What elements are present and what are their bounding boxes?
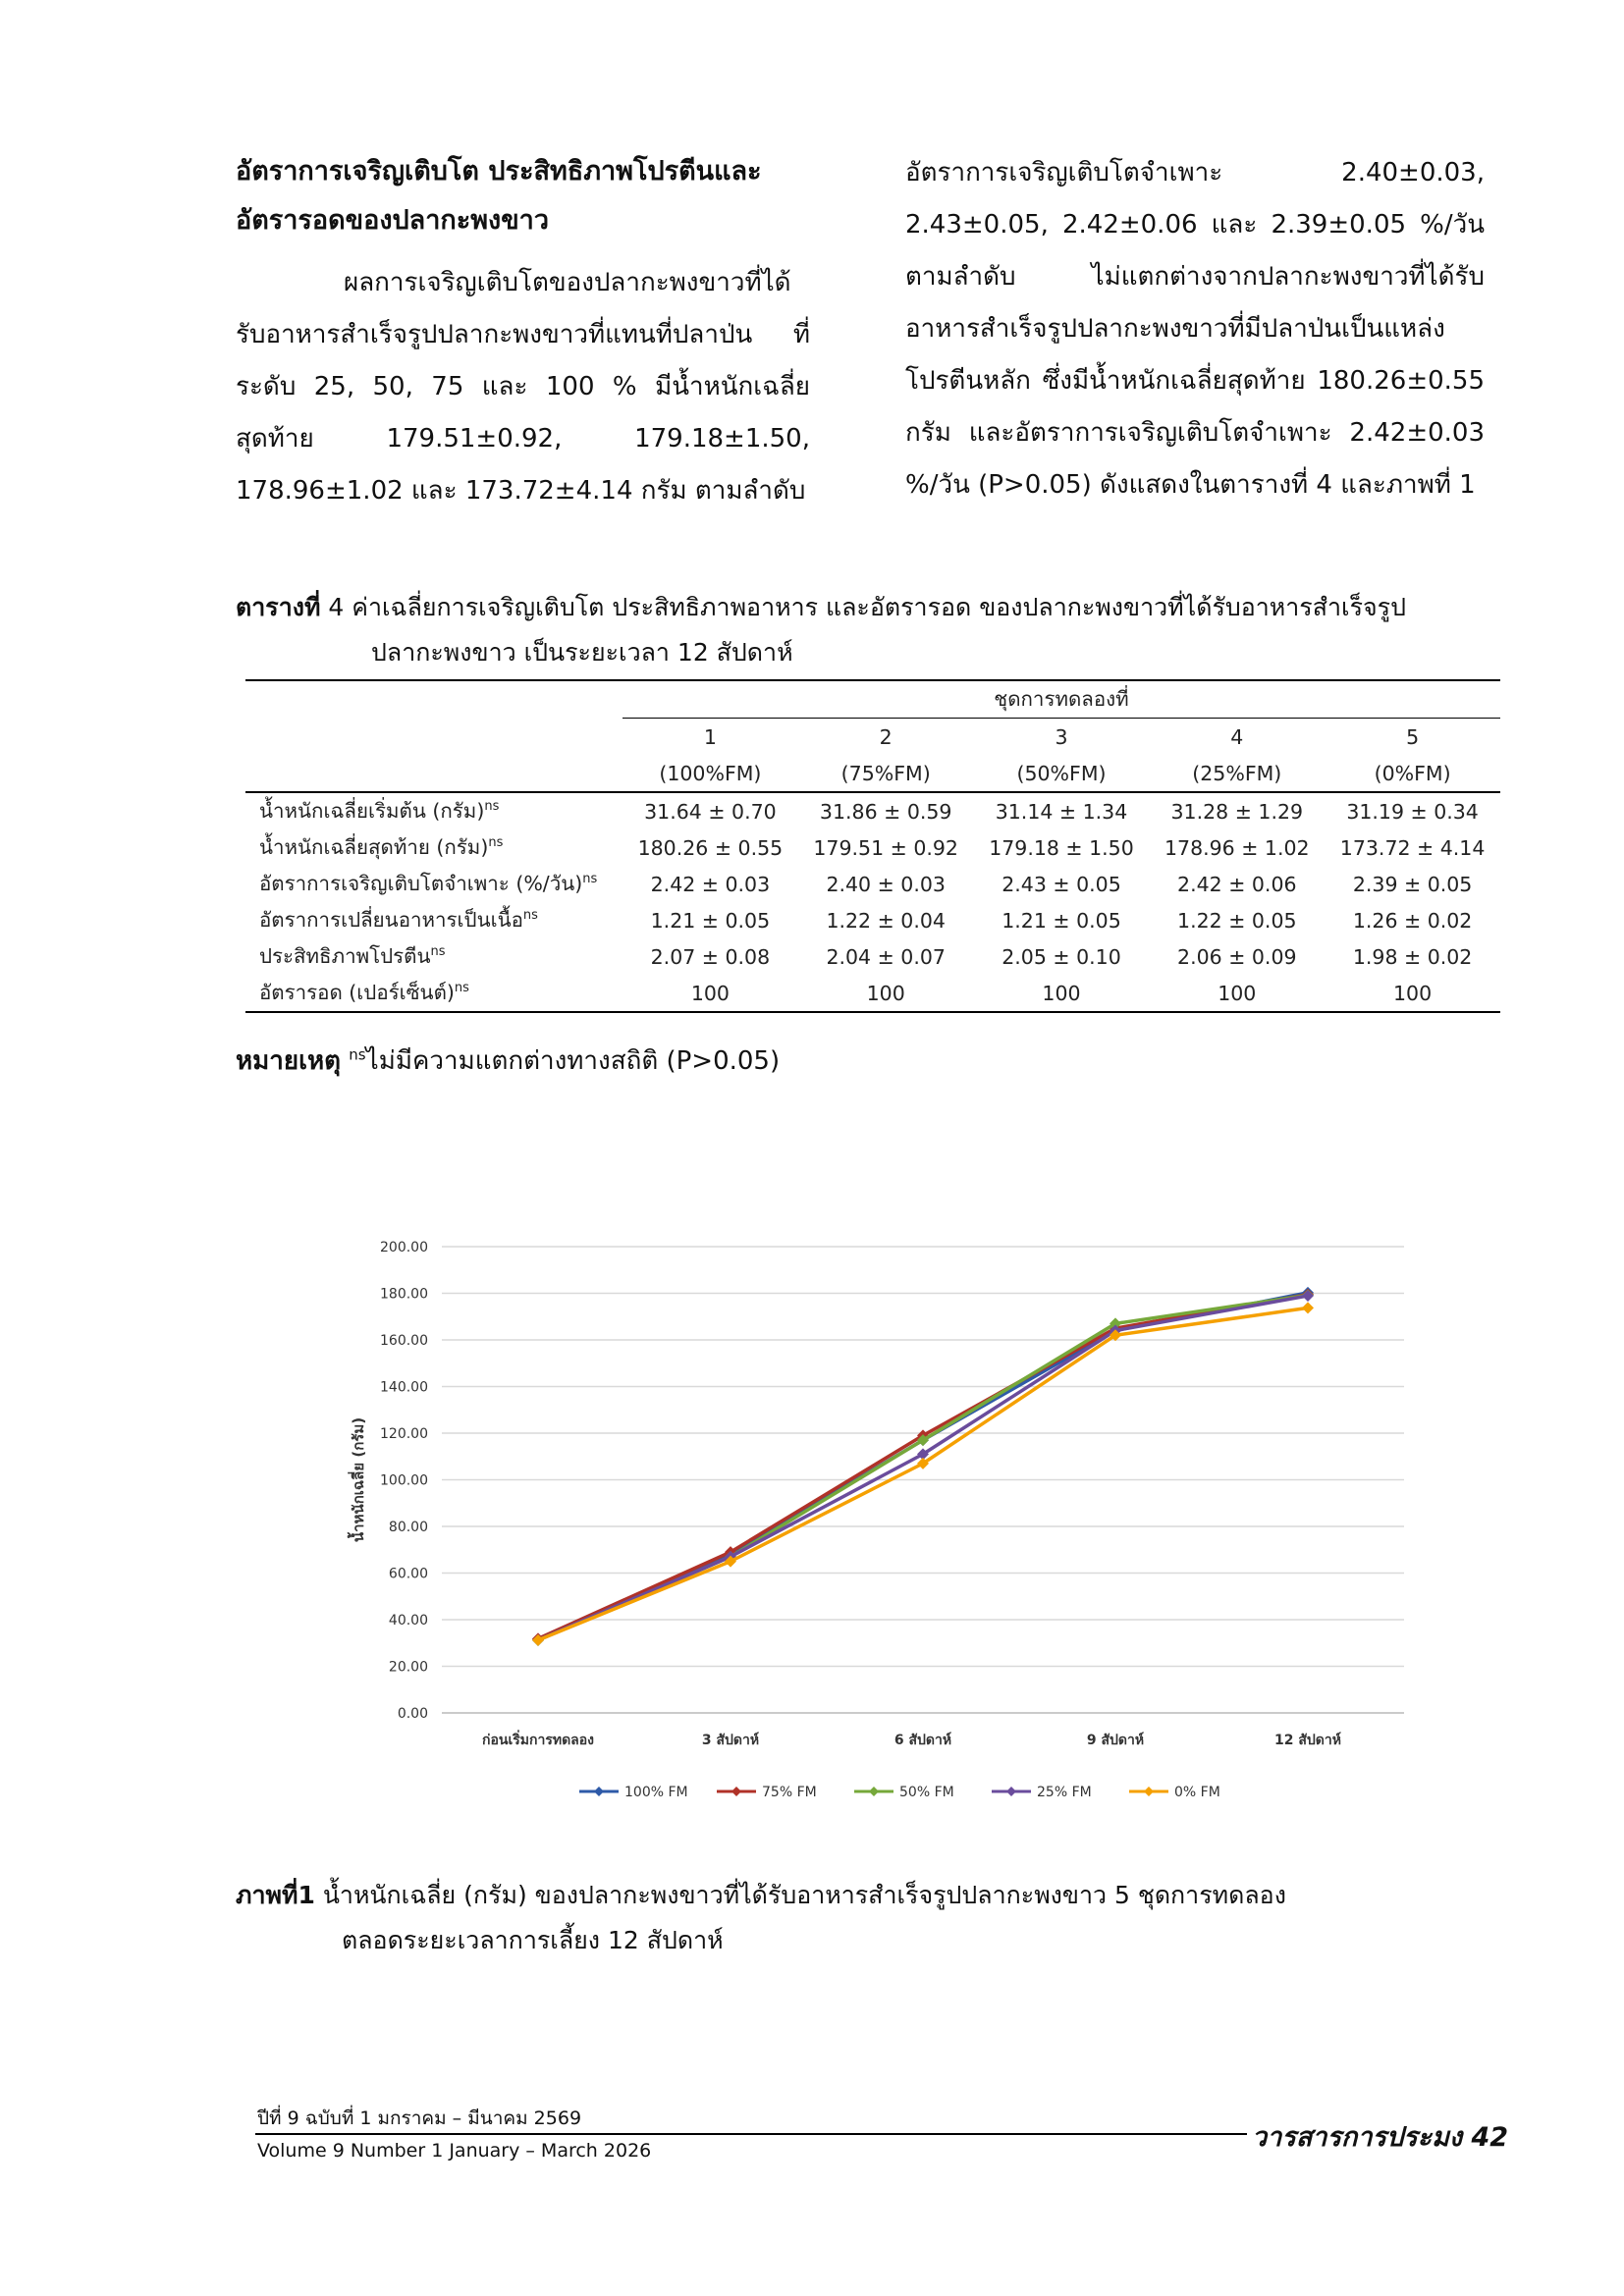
x-tick-label: 12 สัปดาห์: [1274, 1733, 1341, 1748]
table-cell: 1.21 ± 0.05: [1001, 908, 1121, 933]
y-tick-label: 100.00: [380, 1472, 428, 1489]
legend-marker: [594, 1787, 604, 1796]
data-point: [1302, 1302, 1314, 1313]
table-column-sub: (0%FM): [1325, 755, 1500, 792]
row-label: อัตราการเปลี่ยนอาหารเป็นเนื้อ$^{ns}$: [259, 908, 538, 932]
left-paragraph: ผลการเจริญเติบโตของปลากะพงขาวที่ได้รับอาหารสำเร็จรูปปลากะพงขาวที่แทนที่ปลาป่น ที่ระดับ 25, 50, 75 และ 100 % มีน้ำหนักเฉลี่ยสุดท้าย 179.51±0.92, 179.18±1.50, 178.96±1.02 และ 173.72±4.14 กรัม ตามลำดับ: [236, 268, 810, 506]
y-tick-label: 60.00: [388, 1566, 428, 1582]
table-cell: 2.04 ± 0.07: [826, 944, 946, 969]
y-tick-label: 120.00: [380, 1426, 428, 1442]
table-cell: 173.72 ± 4.14: [1339, 835, 1486, 860]
table-column-number: 3: [974, 719, 1150, 756]
table-cell: 100: [1149, 975, 1325, 1012]
note-label: หมายเหตุ: [236, 1046, 342, 1076]
table-group-header-row: [245, 680, 1500, 719]
y-tick-label: 20.00: [388, 1659, 428, 1676]
table-caption-text: 4 ค่าเฉลี่ยการเจริญเติบโต ประสิทธิภาพอาหาร และอัตรารอด ของปลากะพงขาวที่ได้รับอาหารสำเร็จรูป: [328, 593, 1406, 621]
table-cell: 2.42 ± 0.06: [1177, 872, 1297, 896]
table-cell: 2.42 ± 0.03: [650, 872, 771, 896]
footer-thai-issue: ปีที่ 9 ฉบับที่ 1 มกราคม – มีนาคม 2569: [257, 2108, 582, 2129]
y-tick-label: 200.00: [380, 1240, 428, 1255]
y-tick-label: 140.00: [380, 1379, 428, 1396]
legend-label: 25% FM: [1037, 1785, 1092, 1800]
table-column-number-row: [245, 719, 1500, 756]
x-tick-label: 9 สัปดาห์: [1086, 1733, 1145, 1748]
figure-caption: [236, 1873, 1488, 1963]
table-column-number: 4: [1149, 719, 1325, 756]
table-cell: 178.96 ± 1.02: [1164, 835, 1310, 860]
table-column-number: 5: [1325, 719, 1500, 756]
table-row: [245, 975, 1500, 1012]
table-column-sub: (25%FM): [1149, 755, 1325, 792]
table-cell: 31.86 ± 0.59: [819, 799, 952, 824]
row-label: อัตรารอด (เปอร์เซ็นต์)$^{ns}$: [245, 975, 623, 1012]
weight-line-chart: [334, 1217, 1434, 1826]
table-row: [245, 866, 1500, 902]
table-row: [245, 902, 1500, 938]
legend-label: 75% FM: [762, 1785, 817, 1800]
row-label: ประสิทธิภาพโปรตีน$^{ns}$: [259, 944, 446, 968]
table-cell: 2.43 ± 0.05: [1001, 872, 1121, 896]
table-cell: 100: [623, 975, 798, 1012]
legend-marker: [869, 1787, 879, 1796]
legend-label: 100% FM: [624, 1785, 688, 1800]
footer-english-issue: Volume 9 Number 1 January – March 2026: [257, 2140, 652, 2162]
figure-caption-continuation: ตลอดระยะเวลาการเลี้ยง 12 สัปดาห์: [342, 1926, 724, 1954]
section-heading-line-1: อัตราการเจริญเติบโต ประสิทธิภาพโปรตีนและ: [236, 156, 762, 187]
footer-rule: [255, 2133, 1247, 2135]
x-tick-label: ก่อนเริ่มการทดลอง: [482, 1733, 594, 1748]
y-tick-label: 180.00: [380, 1286, 428, 1303]
legend-marker: [731, 1787, 741, 1796]
table-column-sub: (50%FM): [974, 755, 1150, 792]
table-column-sub-row: [245, 755, 1500, 792]
note-text: ไม่มีความแตกต่างทางสถิติ (P>0.05): [365, 1046, 781, 1076]
section-heading-line-2: อัตรารอดของปลากะพงขาว: [236, 205, 549, 236]
table-caption-continuation: ปลากะพงขาว เป็นระยะเวลา 12 สัปดาห์: [371, 638, 793, 667]
table-cell: 2.07 ± 0.08: [650, 944, 771, 969]
table-cell: 31.14 ± 1.34: [995, 799, 1128, 824]
footer-journal-name: วารสารการประมง 42: [1252, 2122, 1509, 2153]
y-tick-label: 40.00: [388, 1613, 428, 1629]
section-heading: [236, 147, 825, 245]
table-cell: 179.51 ± 0.92: [813, 835, 958, 860]
table-cell: 31.28 ± 1.29: [1170, 799, 1304, 824]
legend-marker: [1144, 1787, 1154, 1796]
legend-marker: [1006, 1787, 1016, 1796]
table-caption: [236, 585, 1488, 675]
table-column-sub: (75%FM): [798, 755, 974, 792]
table-cell: 1.22 ± 0.04: [826, 908, 946, 933]
note-superscript: ns: [349, 1045, 366, 1064]
y-axis-label: น้ำหนักเฉลี่ย (กรัม): [350, 1416, 367, 1543]
table-row: [245, 792, 1500, 829]
table-column-number: 2: [798, 719, 974, 756]
table-cell: 180.26 ± 0.55: [637, 835, 784, 860]
table-cell: 179.18 ± 1.50: [989, 835, 1134, 860]
y-tick-label: 160.00: [380, 1333, 428, 1349]
table-cell: 31.64 ± 0.70: [644, 799, 777, 824]
table-cell: 1.26 ± 0.02: [1352, 908, 1473, 933]
x-tick-label: 6 สัปดาห์: [893, 1733, 952, 1748]
figure-caption-label: ภาพที่1: [236, 1881, 315, 1909]
table-cell: 2.05 ± 0.10: [1001, 944, 1121, 969]
row-label: อัตราการเจริญเติบโตจำเพาะ (%/วัน)$^{ns}$: [259, 872, 598, 895]
table-cell: 31.19 ± 0.34: [1346, 799, 1479, 824]
x-tick-label: 3 สัปดาห์: [701, 1733, 760, 1748]
table-group-header: ชุดการทดลองที่: [623, 680, 1500, 719]
table-cell: 1.98 ± 0.02: [1352, 944, 1473, 969]
table-cell: 100: [974, 975, 1150, 1012]
table-cell: 100: [798, 975, 974, 1012]
results-table: [245, 679, 1500, 1013]
y-tick-label: 0.00: [397, 1706, 428, 1722]
y-tick-label: 80.00: [388, 1520, 428, 1535]
table-cell: 100: [1325, 975, 1500, 1012]
table-row: [245, 938, 1500, 975]
table-note: [236, 1041, 780, 1081]
legend-label: 50% FM: [899, 1785, 954, 1800]
right-paragraph: อัตราการเจริญเติบโตจำเพาะ 2.40±0.03, 2.43±0.05, 2.42±0.06 และ 2.39±0.05 %/วัน ตามลำดับ ไม่แตกต่างจากปลากะพงขาวที่ได้รับอาหารสำเร็จรูปปลากะพงขาวที่มีปลาป่นเป็นแหล่งโปรตีนหลัก ซึ่งมีน้ำหนักเฉลี่ยสุดท้าย 180.26±0.55 กรัม และอัตราการเจริญเติบโตจำเพาะ 2.42±0.03 %/วัน (P>0.05) ดังแสดงในตารางที่ 4 และภาพที่ 1: [905, 158, 1485, 500]
table-cell: 1.22 ± 0.05: [1177, 908, 1297, 933]
figure-caption-text: น้ำหนักเฉลี่ย (กรัม) ของปลากะพงขาวที่ได้รับอาหารสำเร็จรูปปลากะพงขาว 5 ชุดการทดลอง: [322, 1881, 1286, 1909]
table-cell: 2.40 ± 0.03: [826, 872, 946, 896]
table-cell: 2.06 ± 0.09: [1177, 944, 1297, 969]
legend-label: 0% FM: [1174, 1785, 1220, 1800]
row-label: น้ำหนักเฉลี่ยสุดท้าย (กรัม)$^{ns}$: [259, 835, 504, 859]
table-caption-label: ตารางที่: [236, 593, 321, 621]
table-cell: 2.39 ± 0.05: [1352, 872, 1473, 896]
row-label: น้ำหนักเฉลี่ยเริ่มต้น (กรัม)$^{ns}$: [259, 799, 500, 823]
table-column-number: 1: [623, 719, 798, 756]
table-cell: 1.21 ± 0.05: [650, 908, 771, 933]
table-row: [245, 829, 1500, 866]
table-column-sub: (100%FM): [623, 755, 798, 792]
